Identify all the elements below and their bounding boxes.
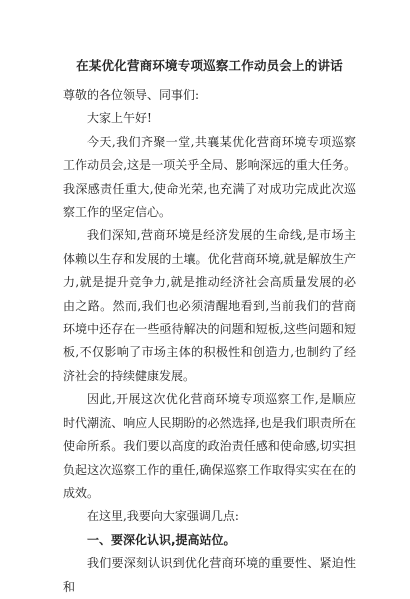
paragraph-5: 我们要深刻认识到优化营商环境的重要性、紧迫性和: [63, 556, 356, 594]
section-heading-1: 一、要深化认识,提高站位。: [87, 532, 236, 547]
paragraph-3: 因此,开展这次优化营商环境专项巡察工作,是顺应时代潮流、响应人民期盼的必然选择,也是我们职责所在使命所系。我们要以高度的政治责任感和使命感,切实担负起这次巡察工作的重任,确保巡察工作取得实实在在的成效。: [63, 392, 356, 500]
paragraph-4: 在这里,我要向大家强调几点:: [87, 509, 239, 524]
document-title: 在某优化营商环境专项巡察工作动员会上的讲话: [76, 58, 343, 73]
paragraph-2: 我们深知,营商环境是经济发展的生命线,是市场主体赖以生存和发展的土壤。优化营商环境,就是解放生产力,就是提升竞争力,就是推动经济社会高质量发展的必由之路。然而,我们也必须清醒地看到,当前我们的营商环境中还存在一些亟待解决的问题和短板,这些问题和短板,不仅影响了市场主体的积极性和创造力,也制约了经济社会的持续健康发展。: [63, 228, 356, 383]
greeting: 大家上午好!: [87, 111, 152, 126]
paragraph-1: 今天,我们齐聚一堂,共襄某优化营商环境专项巡察工作动员会,这是一项关乎全局、影响深远的重大任务。我深感责任重大,使命光荣,也充满了对成功完成此次巡察工作的坚定信心。: [63, 134, 356, 220]
salutation: 尊敬的各位领导、同事们:: [63, 88, 200, 102]
